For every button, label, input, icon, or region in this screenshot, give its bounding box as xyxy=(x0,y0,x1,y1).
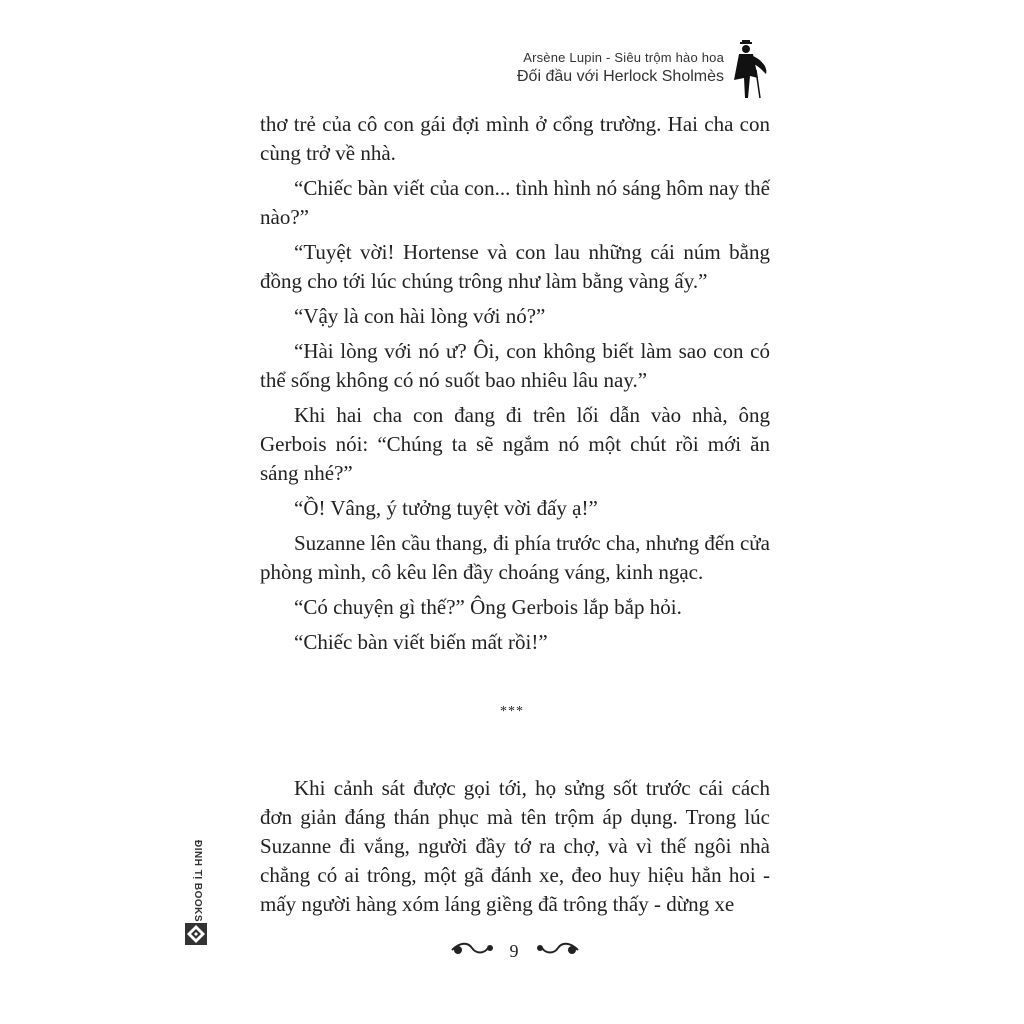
book-title: Đối đầu với Herlock Sholmès xyxy=(516,68,724,85)
paragraph: “Ồ! Vâng, ý tưởng tuyệt vời đấy ạ!” xyxy=(294,496,598,520)
paragraph: thơ trẻ của cô con gái đợi mình ở cổng trường. Hai cha con cùng trở về nhà. xyxy=(260,112,770,165)
ornament-right-icon xyxy=(536,940,580,960)
paragraph: “Hài lòng với nó ư? Ôi, con không biết làm sao con có thể sống không có nó suốt bao nhiêu lâu nay.” xyxy=(260,339,770,392)
second-text-block xyxy=(260,774,770,919)
paragraph: Suzanne lên cầu thang, đi phía trước cha, nhưng đến cửa phòng mình, cô kêu lên đầy choáng váng, kinh ngạc. xyxy=(260,531,770,584)
publisher-logo-icon xyxy=(184,922,208,946)
paragraph: “Tuyệt vời! Hortense và con lau những cái núm bằng đồng cho tới lúc chúng trông như làm bằng vàng ấy.” xyxy=(260,240,770,293)
publisher-name: ĐINH TỊ BOOKS xyxy=(192,840,203,923)
publisher-mark xyxy=(180,840,210,950)
paragraph: “Vậy là con hài lòng với nó?” xyxy=(294,304,546,328)
ornament-left-icon xyxy=(450,940,494,960)
paragraph: “Chiếc bàn viết của con... tình hình nó sáng hôm nay thế nào?” xyxy=(260,176,770,229)
main-text-block xyxy=(260,110,770,663)
paragraph: “Chiếc bàn viết biến mất rồi!” xyxy=(294,630,548,654)
section-divider: *** xyxy=(500,704,524,719)
gentleman-thief-silhouette-icon xyxy=(726,40,770,100)
paragraph: “Có chuyện gì thế?” Ông Gerbois lắp bắp hỏi. xyxy=(294,595,682,619)
page-footer xyxy=(0,938,1024,968)
series-title: Arsène Lupin - Siêu trộm hào hoa xyxy=(523,50,724,65)
running-header xyxy=(517,50,724,86)
paragraph: Khi cảnh sát được gọi tới, họ sửng sốt trước cái cách đơn giản đáng thán phục mà tên trộm áp dụng. Trong lúc Suzanne đi vắng, người đầy tớ ra chợ, và vì thế ngôi nhà chẳng có ai trông, một gã đánh xe, đeo huy hiệu hẳn hoi - mấy người hàng xóm láng giềng đã trông thấy - dừng xe xyxy=(260,776,770,916)
paragraph: Khi hai cha con đang đi trên lối dẫn vào nhà, ông Gerbois nói: “Chúng ta sẽ ngắm nó một chút rồi mới ăn sáng nhé?” xyxy=(260,403,770,485)
page-number: 9 xyxy=(509,941,519,961)
